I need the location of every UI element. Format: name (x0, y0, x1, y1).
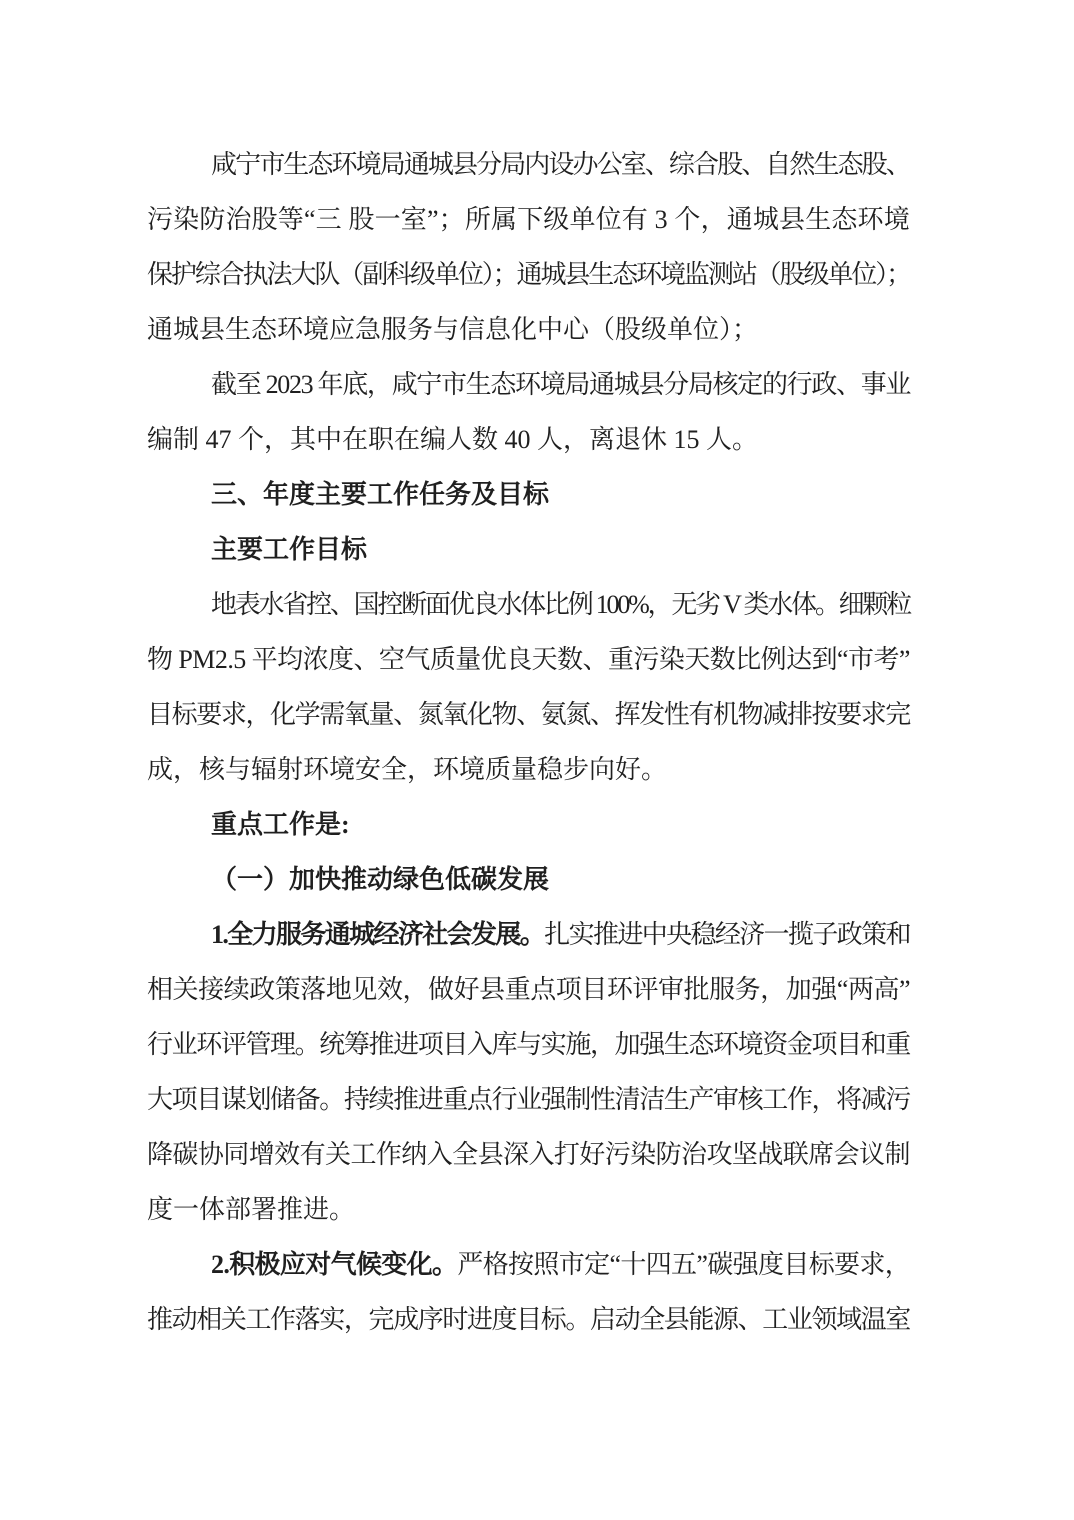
body-text: 推动相关工作落实，完成序时进度目标。启动全县能源、工业领域温室 (147, 1305, 910, 1334)
emphasis-text: 2.积极应对气候变化。 (211, 1250, 458, 1279)
text-line (147, 412, 910, 467)
text-line (147, 852, 910, 907)
line-text (211, 480, 549, 509)
text-line (147, 1017, 910, 1072)
body-text: 污染防治股等“三 股一室”；所属下级单位有 3 个，通城县生态环境 (147, 205, 910, 234)
text-line (147, 962, 910, 1017)
line-text (147, 700, 910, 729)
text-line (147, 1127, 910, 1182)
text-line (147, 1237, 910, 1292)
emphasis-text: 主要工作目标 (211, 535, 368, 564)
emphasis-text: （一）加快推动绿色低碳发展 (211, 865, 550, 894)
text-line (147, 632, 910, 687)
line-text (147, 1195, 355, 1224)
line-text (211, 590, 910, 619)
para-goals (147, 577, 910, 797)
text-line (147, 137, 910, 192)
heading-main-goals (147, 522, 910, 577)
body-text: 扎实推进中央稳经济一揽子政策和 (544, 920, 910, 949)
line-text (147, 1140, 910, 1169)
emphasis-text: 重点工作是: (211, 810, 350, 839)
line-text (211, 865, 549, 894)
text-line (147, 907, 910, 962)
line-text (211, 150, 910, 179)
body-text: 大项目谋划储备。持续推进重点行业强制性清洁生产审核工作，将减污 (147, 1085, 910, 1114)
body-text: 目标要求，化学需氧量、氮氧化物、氨氮、挥发性有机物减排按要求完 (147, 700, 910, 729)
heading-item-one (147, 852, 910, 907)
line-text (211, 920, 910, 949)
text-line (147, 522, 910, 577)
body-text: 编制 47 个，其中在职在编人数 40 人，离退休 15 人。 (147, 425, 759, 454)
line-text (147, 1030, 910, 1059)
text-line (147, 357, 910, 412)
body-text: 行业环评管理。统筹推进项目入库与实施，加强生态环境资金项目和重 (147, 1030, 910, 1059)
line-text (147, 645, 910, 674)
para-staffing (147, 357, 910, 467)
text-line (147, 797, 910, 852)
text-line (147, 467, 910, 522)
line-text (211, 535, 367, 564)
para-task-two (147, 1237, 910, 1347)
text-line (147, 247, 910, 302)
line-text (147, 425, 758, 454)
emphasis-text: 三、年度主要工作任务及目标 (211, 480, 550, 509)
body-text: 地表水省控、国控断面优良水体比例 100%，无劣 V 类水体。细颗粒 (211, 590, 910, 619)
line-text (211, 810, 350, 839)
body-text: 咸宁市生态环境局通城县分局内设办公室、综合股、自然生态股、 (211, 150, 910, 179)
line-text (147, 1305, 910, 1334)
line-text (147, 755, 667, 784)
line-text (147, 205, 910, 234)
body-text: 成，核与辐射环境安全，环境质量稳步向好。 (147, 755, 668, 784)
line-text (211, 1250, 910, 1279)
document-text (147, 137, 910, 1347)
line-text (211, 370, 910, 399)
body-text: 物 PM2.5 平均浓度、空气质量优良天数、重污染天数比例达到“市考” (147, 645, 910, 674)
text-line (147, 687, 910, 742)
line-text (147, 1085, 910, 1114)
text-line (147, 577, 910, 632)
line-text (147, 975, 910, 1004)
para-internal-structure (147, 137, 910, 357)
line-text (147, 315, 758, 344)
text-line (147, 302, 910, 357)
body-text: 通城县生态环境应急服务与信息化中心（股级单位）； (147, 315, 759, 344)
text-line (147, 192, 910, 247)
text-line (147, 1072, 910, 1127)
line-text (147, 260, 910, 289)
text-line (147, 1292, 910, 1347)
text-line (147, 742, 910, 797)
body-text: 截至 2023 年底，咸宁市生态环境局通城县分局核定的行政、事业 (211, 370, 911, 399)
heading-key-work (147, 797, 910, 852)
body-text: 保护综合执法大队（副科级单位）；通城县生态环境监测站（股级单位）； (147, 260, 911, 289)
para-task-one (147, 907, 910, 1237)
text-line (147, 1182, 910, 1237)
heading-section-three (147, 467, 910, 522)
body-text: 度一体部署推进。 (147, 1195, 356, 1224)
emphasis-text: 1.全力服务通城经济社会发展。 (211, 920, 545, 949)
body-text: 相关接续政策落地见效，做好县重点项目环评审批服务，加强“两高” (147, 975, 911, 1004)
body-text: 降碳协同增效有关工作纳入全县深入打好污染防治攻坚战联席会议制 (147, 1140, 910, 1169)
body-text: 严格按照市定“十四五”碳强度目标要求， (457, 1250, 911, 1279)
